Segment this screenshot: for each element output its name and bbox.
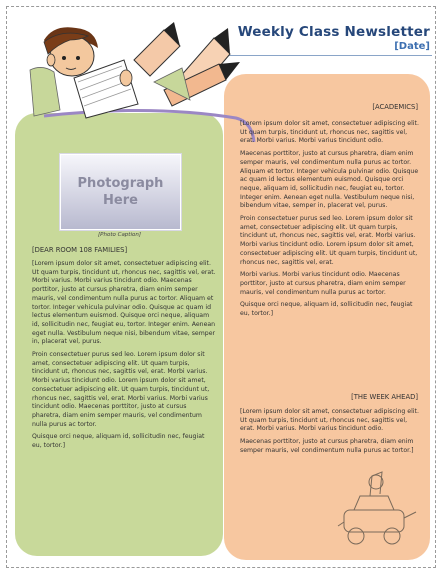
- car-doodle-icon: [330, 466, 420, 552]
- paragraph: Quisque orci neque, aliquam id, sollicitudin nec, feugiat eu, tortor.]: [32, 433, 205, 450]
- section-heading-academics[interactable]: [ACADEMICS]: [372, 103, 418, 111]
- boy-icon: [44, 27, 98, 76]
- pencils-icon: [134, 22, 240, 106]
- section-heading-families[interactable]: [DEAR ROOM 108 FAMILIES]: [32, 246, 128, 254]
- photo-placeholder-line1: Photograph: [77, 176, 164, 191]
- paragraph: Maecenas porttitor, justo at cursus pharetra, diam enim semper mauris, vel condimentum nulla purus ac tortor.]: [240, 438, 414, 454]
- week-ahead-body-text[interactable]: [240, 408, 420, 460]
- photo-placeholder-line2: Here: [103, 193, 138, 208]
- paragraph: [Lorem ipsum dolor sit amet, consectetuer adipiscing elit. Ut quam turpis, tincidunt ut, rhoncus nec, sagittis vel, erat. Morbi varius. Morbi varius tincidunt odio.: [240, 408, 419, 433]
- paragraph: Maecenas porttitor, justo at cursus pharetra, diam enim semper mauris, vel condimentum nulla purus ac tortor. Aliquam et tortor. Integer vehicula pulvinar odio. Quisque ac quam id lectus elementum euismod. Quisque orci neque, aliquam id, sollicitudin nec, feugiat eu, tortor. Integer enim. Aenean eget nulla. Vestibulum neque nisi, bibendum vitae, semper in, placerat vel, purus.: [240, 150, 419, 210]
- academics-body-text[interactable]: [240, 120, 420, 323]
- student-reading-illustration: [14, 20, 254, 120]
- photo-caption[interactable]: [Photo Caption]: [98, 232, 141, 238]
- paragraph: Morbi varius. Morbi varius tincidunt odio. Maecenas porttitor, justo at cursus pharetra, diam enim semper mauris, vel condimentum nulla purus ac tortor.: [240, 271, 406, 296]
- families-body-text[interactable]: [32, 260, 216, 455]
- section-heading-week-ahead[interactable]: [THE WEEK AHEAD]: [351, 393, 418, 401]
- newsletter-title: Weekly Class Newsletter: [237, 24, 430, 40]
- photo-placeholder[interactable]: [60, 154, 181, 230]
- newsletter-date: [Date]: [394, 41, 430, 52]
- paragraph: Proin consectetuer purus sed leo. Lorem ipsum dolor sit amet, consectetuer adipiscing elit. Ut quam turpis, tincidunt ut, rhoncus nec, sagittis vel, erat. Morbi varius. Morbi varius tincidunt odio. Lorem ipsum dolor sit amet, consectetuer adipiscing elit. Ut quam turpis, tincidunt ut, rhoncus nec, sagittis vel, erat.: [240, 215, 418, 266]
- paragraph: [Lorem ipsum dolor sit amet, consectetuer adipiscing elit. Ut quam turpis, tincidunt ut, rhoncus nec, sagittis vel, erat. Morbi varius. Morbi varius tincidunt odio.: [240, 120, 419, 145]
- paragraph: Quisque orci neque, aliquam id, sollicitudin nec, feugiat eu, tortor.]: [240, 301, 413, 318]
- paragraph: [Lorem ipsum dolor sit amet, consectetuer adipiscing elit. Ut quam turpis, tincidunt ut, rhoncus nec, sagittis vel, erat. Morbi varius. Morbi varius tincidunt odio. Maecenas porttitor, justo at cursus pharetra, diam enim semper mauris, vel condimentum nulla purus ac tortor. Aliquam et tortor. Integer vehicula pulvinar odio. Quisque ac quam id lectus elementum euismod. Quisque orci neque, aliquam id, sollicitudin nec, feugiat eu, tortor. Integer enim. Aenean eget nulla. Vestibulum neque nisi, bibendum vitae, semper in, placerat vel, purus.: [32, 260, 216, 346]
- paragraph: Proin consectetuer purus sed leo. Lorem ipsum dolor sit amet, consectetuer adipiscing elit. Ut quam turpis, tincidunt ut, rhoncus nec, sagittis vel, erat. Morbi varius. Morbi varius tincidunt odio. Lorem ipsum dolor sit amet, consectetuer adipiscing elit. Ut quam turpis, tincidunt ut, rhoncus nec, sagittis vel, erat. Morbi varius. Morbi varius tincidunt odio. Maecenas porttitor, justo at cursus pharetra, diam enim semper mauris, vel condimentum nulla purus ac tortor.: [32, 351, 210, 428]
